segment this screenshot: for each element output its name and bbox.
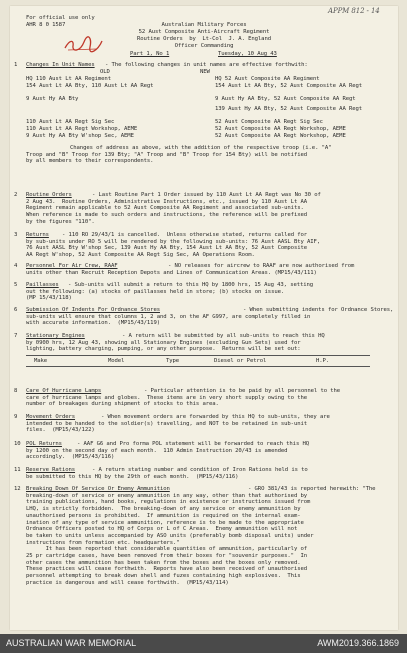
- new-label: NEW: [200, 69, 210, 75]
- section-9-title: Movement Orders: [26, 414, 76, 420]
- item-number: 1: [14, 62, 18, 68]
- text-line: instructions from formation etc. headquarters.": [26, 539, 180, 546]
- new-unit-name: 139 Aust Hy AA Bty, 52 Aust Composite AA Regt: [215, 106, 363, 112]
- section-3-title: Returns: [26, 232, 49, 238]
- text-line: with accurate information. (MP15/43/119): [26, 320, 160, 327]
- text-line: LHQ, is strictly forbidden. The breaking-down of any service or enemy ammunition by: [26, 506, 301, 513]
- item-number: 4: [14, 263, 18, 269]
- text-line: by all members to their correspondents.: [26, 158, 154, 165]
- file-reference: AHR 8 0 1587: [26, 22, 66, 28]
- new-unit-name: 52 Aust Composite AA Regt Sig Sec: [215, 119, 323, 125]
- old-label: OLD: [100, 69, 110, 75]
- text-line: - NO releases for aircrew to RAAF are now authorised from: [168, 263, 355, 269]
- item-number: 6: [14, 307, 18, 313]
- section-8-title: Care Of Hurricane Lamps: [26, 388, 102, 394]
- footer-left: AUSTRALIAN WAR MEMORIAL: [6, 638, 137, 648]
- text-line: unauthorised persons is prohibited. If ammunition is required on the internal exam-: [26, 512, 301, 519]
- item-number: 11: [14, 467, 21, 473]
- old-unit-name: 154 Aust Lt AA Bty, 110 Aust Lt AA Regt: [26, 83, 154, 89]
- table-header-type: Type: [166, 358, 180, 364]
- item-number: 9: [14, 414, 18, 420]
- header-org: Australian Military Forces: [161, 22, 247, 28]
- section-1-title: Changes In Unit Names: [26, 62, 95, 68]
- text-line: by 0900 hrs, 12 Aug 43, showing all Stationary Engines (excluding Gun Sets) used for: [26, 339, 301, 346]
- item-number: 7: [14, 333, 18, 339]
- text-line: When reference is made to such orders and instructions, the reference will be prefixed: [26, 212, 308, 219]
- item-number: 2: [14, 192, 18, 198]
- text-line: - AAF G6 and Pro forma POL statement will be forwarded to reach this HQ: [77, 441, 310, 447]
- new-unit-name: 9 Aust Hy AA Bty, 52 Aust Composite AA Regt: [215, 96, 356, 102]
- header-routine: Routine Orders by Lt-Col J. A. England: [137, 36, 271, 42]
- text-line: It has been reported that considerable quantities of ammunition, particularly of: [26, 546, 308, 553]
- text-line: - Sub-units will submit a return to this HQ by 1800 hrs, 15 Aug 43, setting: [68, 282, 314, 288]
- item-number: 5: [14, 282, 18, 288]
- old-unit-name: 9 Aust Hy AA Bty W'shop Sec, AEME: [26, 133, 134, 139]
- header-date: Tuesday, 10 Aug 43: [218, 51, 277, 57]
- header-part: Part 1, No 1: [130, 51, 170, 57]
- text-line: 2 Aug 43. Routine Orders, Administrative Instructions, etc., issued by 110 Aust Lt AA: [26, 198, 308, 205]
- header-unit: 52 Aust Composite Anti-Aircraft Regiment: [138, 29, 270, 35]
- text-line: Changes of address as above, with the addition of the respective troop (i.e. "A": [70, 145, 332, 151]
- text-line: other cases the ammunition has been taken from the boxes and the boxes only removed.: [26, 559, 301, 566]
- text-line: be submitted to this HQ by the 29th of each month. (MP15/43/116): [26, 473, 239, 480]
- section-5-title: Paillasses: [26, 282, 59, 288]
- item-number: 12: [14, 486, 21, 492]
- table-header-make: Make: [34, 358, 48, 364]
- text-line: out the following: (a) stocks of paillasses held in store; (b) stocks on issue.: [26, 288, 285, 295]
- text-line: Troop and "B" Troop for 139 Bty; "A" Troop and "B" Troop for 154 Bty) will be notified: [26, 151, 308, 158]
- item-number: 10: [14, 441, 21, 447]
- section-10-title: POL Returns: [26, 441, 62, 447]
- text-line: care of hurricane lamps and globes. These items are in very short supply owing to the: [26, 394, 308, 401]
- new-unit-name: HQ 52 Aust Composite AA Regiment: [215, 76, 320, 82]
- section-1-intro: - The following changes in unit names are effective forthwith:: [105, 62, 308, 68]
- item-number: 8: [14, 388, 18, 394]
- text-line: number of breakages during shipment of stocks to this area.: [26, 401, 219, 408]
- old-unit-name: HQ 110 Aust Lt AA Regiment: [26, 76, 111, 82]
- text-line: These practices will cease forthwith. Reports have also been received of unauthorised: [26, 566, 308, 573]
- text-line: by the figures "110".: [26, 218, 95, 225]
- text-line: training publications, hand books, regulations in existence or instructions issued from: [26, 499, 311, 506]
- text-line: personnel attempting to break down shell and fuzes containing high explosives. This: [26, 573, 301, 580]
- section-6-title: Submission Of Indents For Ordnance Stores: [26, 307, 160, 313]
- old-unit-name: 110 Aust Lt AA Regt Sig Sec: [26, 119, 115, 125]
- text-line: - Particular attention is to be paid by all personnel to the: [144, 388, 341, 394]
- section-12-title: Breaking Down Of Service Or Enemy Ammunition: [26, 486, 170, 492]
- text-line: ination of any type of service ammunition, reference is to be made to the appropriate: [26, 519, 304, 526]
- text-line: files. (MP15/43/122): [26, 427, 95, 434]
- table-header-fuel: Diesel or Petrol: [214, 358, 267, 364]
- text-line: be taken to units unless accompanied by ASO units (preferably bomb disposal units) under: [26, 532, 314, 539]
- text-line: - A return stating number and condition of Iron Rations held is to: [92, 467, 308, 473]
- table-header-hp: H.P.: [316, 358, 330, 364]
- footer-right: AWM2019.366.1869: [317, 638, 399, 648]
- text-line: accordingly. (MP15/43/116): [26, 454, 115, 461]
- archive-footer: [0, 634, 407, 653]
- text-line: sub-units will ensure that columns 1, 2 and 3, on the AF G997, are completely filled in: [26, 313, 311, 320]
- text-line: intended to be handed to the soldier(s) travelling, and NOT to be retained in sub-unit: [26, 420, 308, 427]
- text-line: by sub-units under RO 5 will be rendered by the following sub-units: 76 Aust AASL Bty AIF,: [26, 238, 321, 245]
- text-line: practice is dangerous and will cease forthwith. (MP15/43/114): [26, 579, 229, 586]
- text-line: - 110 RO 29/43/1 is cancelled. Unless otherwise stated, returns called for: [62, 232, 308, 238]
- header-officer: Officer Commanding: [174, 43, 234, 49]
- text-line: - A return will be submitted by all sub-units to reach this HQ: [122, 333, 325, 339]
- text-line: 76 Aust AASL Bty W'shop Sec, 139 Aust Hy AA Bty, 154 Aust Lt AA Bty, 52 Aust Composite: [26, 245, 308, 252]
- text-line: breaking-down of service or enemy ammunition in any way, other than that authorised by: [26, 492, 308, 499]
- text-line: - When movement orders are forwarded by this HQ to sub-units, they are: [101, 414, 330, 420]
- table-rule-top: [26, 355, 370, 356]
- text-line: (MP 15/43/118): [26, 295, 72, 302]
- text-line: - Last Routine Part 1 Order issued by 110 Aust Lt AA Regt was No 30 of: [92, 192, 321, 198]
- table-rule-bottom: [26, 366, 370, 367]
- new-unit-name: 154 Aust Lt AA Bty, 52 Aust Composite AA Regt: [215, 83, 363, 89]
- document-page: [10, 6, 398, 630]
- new-unit-name: 52 Aust Composite AA Regt Workshop, AEME: [215, 126, 346, 132]
- old-unit-name: 9 Aust Hy AA Bty: [26, 96, 79, 102]
- handwritten-reference: APPM 812 - 14: [328, 7, 380, 15]
- text-line: - When submitting indents for Ordnance Stores,: [243, 307, 394, 313]
- section-11-title: Reserve Rations: [26, 467, 76, 473]
- section-2-title: Routine Orders: [26, 192, 72, 198]
- table-header-model: Model: [108, 358, 125, 364]
- text-line: by 1200 on the second day of each month. 110 Admin Instruction 20/43 is amended: [26, 447, 288, 454]
- item-number: 3: [14, 232, 18, 238]
- text-line: lighting, battery charging, pumping, or any other purpose. Returns will be set out:: [26, 346, 301, 353]
- old-unit-name: 110 Aust Lt AA Regt Workshop, AEME: [26, 126, 138, 132]
- text-line: 25 pr cartridge cases, have been removed from their boxes for "souvenir purposes." In: [26, 553, 308, 559]
- text-line: Ordnance Officers posted to HQ of Corps or L of C Areas. Enemy ammunition will not: [26, 526, 298, 533]
- section-4-title: Personnel For Air Crew, RAAF: [26, 263, 118, 269]
- classification: For official use only: [26, 15, 95, 21]
- section-7-title: Stationary Engines: [26, 333, 85, 339]
- text-line: Regiment remain applicable to 52 Aust Composite AA Regiment and associated sub-units.: [26, 205, 304, 212]
- text-line: - GRO 381/43 is reported herewith: "The: [248, 486, 376, 492]
- text-line: AA Regt W'shop, 52 Aust Composite AA Regt Sig Sec, AA Operations Room.: [26, 252, 255, 259]
- new-unit-name: 52 Aust Composite AA Regt Workshop, AEME: [215, 133, 346, 139]
- text-line: units other than Recruit Reception Depots and Lines of Communication Areas. (MP15/43/111): [26, 269, 317, 276]
